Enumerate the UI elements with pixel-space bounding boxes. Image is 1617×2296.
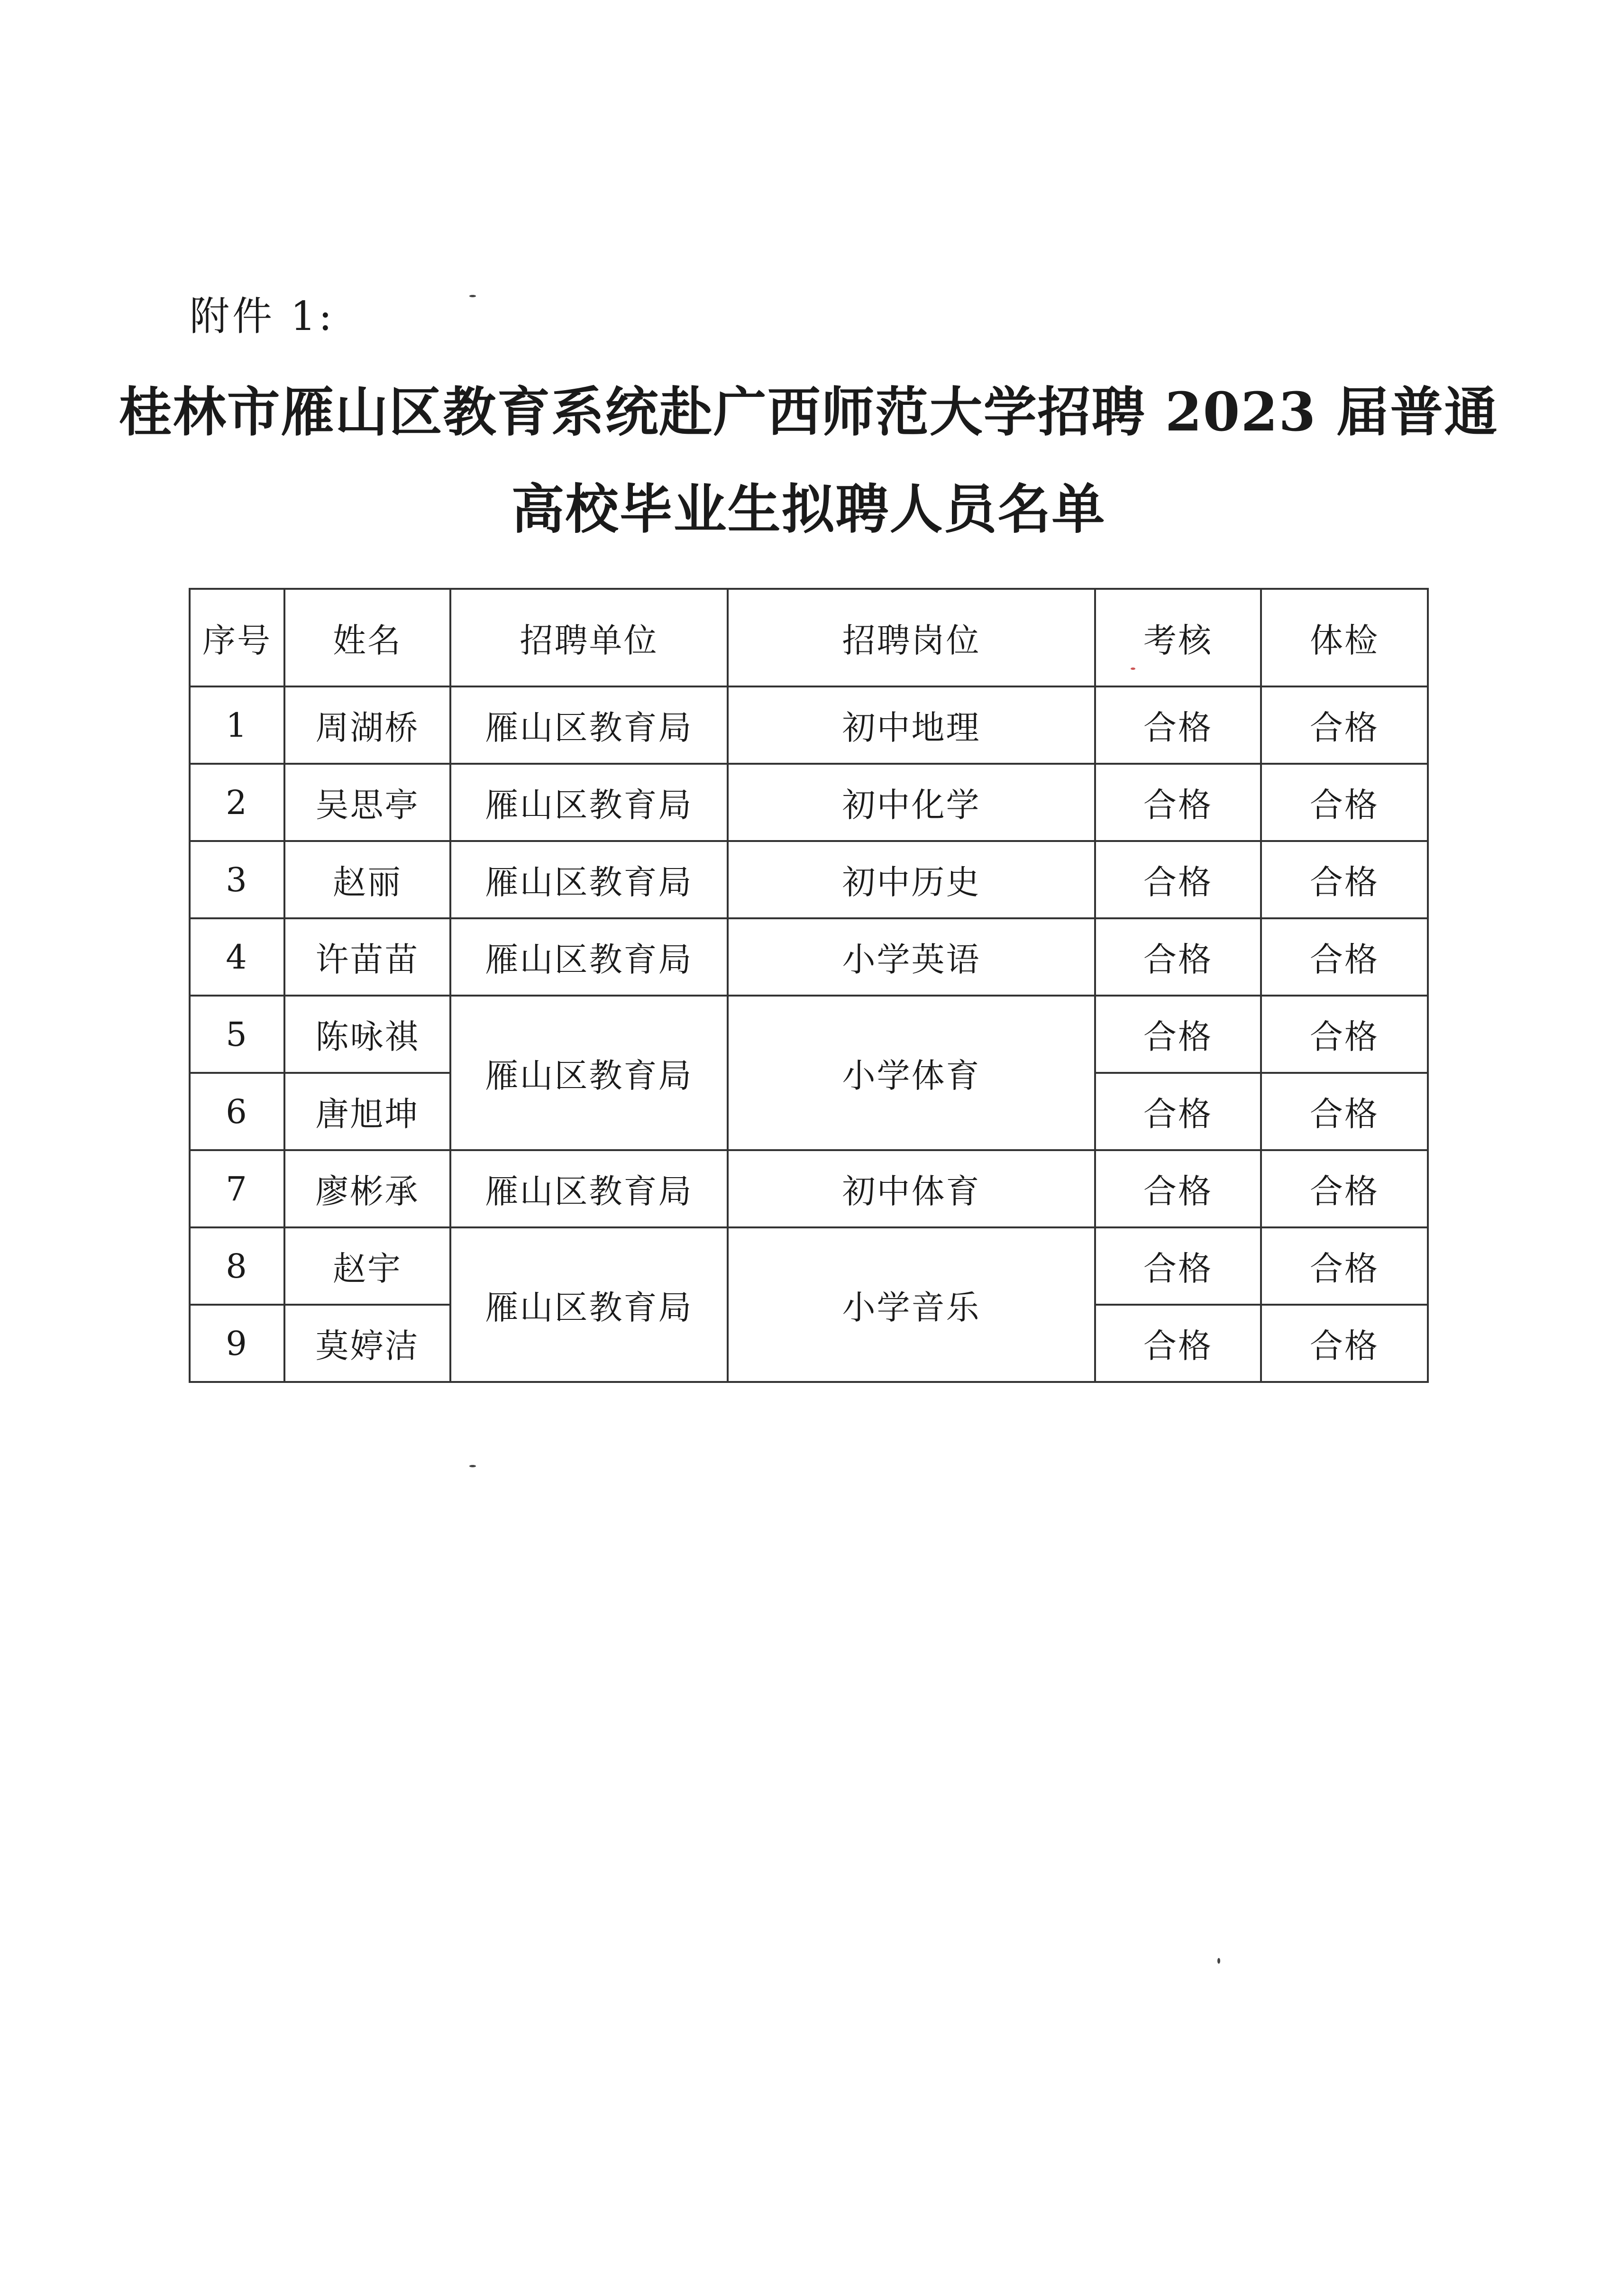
cell-assessment: 合格 xyxy=(1095,1305,1261,1382)
cell-serial-number: 6 xyxy=(190,1073,284,1150)
header-hiring-unit: 招聘单位 xyxy=(450,589,728,686)
cell-hiring-post: 初中化学 xyxy=(728,764,1095,841)
cell-medical-check: 合格 xyxy=(1261,841,1428,918)
cell-name: 许苗苗 xyxy=(284,918,450,996)
cell-medical-check: 合格 xyxy=(1261,1227,1428,1305)
cell-hiring-unit: 雁山区教育局 xyxy=(450,686,728,764)
cell-medical-check: 合格 xyxy=(1261,1150,1428,1227)
cell-medical-check: 合格 xyxy=(1261,1073,1428,1150)
cell-hiring-post: 初中历史 xyxy=(728,841,1095,918)
cell-hiring-unit: 雁山区教育局 xyxy=(450,918,728,996)
cell-name: 唐旭坤 xyxy=(284,1073,450,1150)
cell-medical-check: 合格 xyxy=(1261,1305,1428,1382)
header-serial-number: 序号 xyxy=(190,589,284,686)
cell-serial-number: 3 xyxy=(190,841,284,918)
cell-serial-number: 7 xyxy=(190,1150,284,1227)
cell-medical-check: 合格 xyxy=(1261,996,1428,1073)
header-assessment: 考核 xyxy=(1095,589,1261,686)
cell-serial-number: 5 xyxy=(190,996,284,1073)
cell-medical-check: 合格 xyxy=(1261,686,1428,764)
cell-hiring-unit: 雁山区教育局 xyxy=(450,1150,728,1227)
cell-hiring-post: 初中地理 xyxy=(728,686,1095,764)
cell-assessment: 合格 xyxy=(1095,918,1261,996)
cell-name: 吴思亭 xyxy=(284,764,450,841)
cell-name: 赵宇 xyxy=(284,1227,450,1305)
cell-assessment: 合格 xyxy=(1095,1227,1261,1305)
cell-hiring-unit: 雁山区教育局 xyxy=(450,996,728,1150)
cell-serial-number: 4 xyxy=(190,918,284,996)
table-row xyxy=(190,1150,1428,1227)
cell-hiring-unit: 雁山区教育局 xyxy=(450,764,728,841)
table-row xyxy=(190,1227,1428,1305)
cell-medical-check: 合格 xyxy=(1261,764,1428,841)
cell-name: 莫婷洁 xyxy=(284,1305,450,1382)
cell-hiring-post: 小学英语 xyxy=(728,918,1095,996)
header-name: 姓名 xyxy=(284,589,450,686)
cell-assessment: 合格 xyxy=(1095,764,1261,841)
cell-hiring-unit: 雁山区教育局 xyxy=(450,841,728,918)
table-row xyxy=(190,764,1428,841)
table-row xyxy=(190,996,1428,1073)
table-row xyxy=(190,686,1428,764)
cell-hiring-post: 初中体育 xyxy=(728,1150,1095,1227)
table-header-row xyxy=(190,589,1428,686)
cell-hiring-post: 小学体育 xyxy=(728,996,1095,1150)
cell-medical-check: 合格 xyxy=(1261,918,1428,996)
cell-assessment: 合格 xyxy=(1095,841,1261,918)
scan-speck xyxy=(1131,668,1135,670)
table-row xyxy=(190,918,1428,996)
cell-name: 陈咏祺 xyxy=(284,996,450,1073)
cell-serial-number: 8 xyxy=(190,1227,284,1305)
cell-hiring-unit: 雁山区教育局 xyxy=(450,1227,728,1382)
cell-name: 赵丽 xyxy=(284,841,450,918)
scan-speck xyxy=(1217,1958,1220,1964)
cell-assessment: 合格 xyxy=(1095,1150,1261,1227)
cell-assessment: 合格 xyxy=(1095,1073,1261,1150)
scan-speck xyxy=(469,295,476,297)
cell-hiring-post: 小学音乐 xyxy=(728,1227,1095,1382)
cell-serial-number: 2 xyxy=(190,764,284,841)
document-title-line-1: 桂林市雁山区教育系统赴广西师范大学招聘 2023 届普通 xyxy=(119,381,1498,443)
attachment-label: 附件 1: xyxy=(190,293,335,339)
cell-assessment: 合格 xyxy=(1095,996,1261,1073)
hiring-roster-table xyxy=(189,588,1429,1383)
header-hiring-post: 招聘岗位 xyxy=(728,589,1095,686)
scan-speck xyxy=(469,1465,476,1467)
cell-serial-number: 1 xyxy=(190,686,284,764)
header-medical-check: 体检 xyxy=(1261,589,1428,686)
table-row xyxy=(190,841,1428,918)
cell-serial-number: 9 xyxy=(190,1305,284,1382)
cell-name: 周湖桥 xyxy=(284,686,450,764)
document-title-line-2: 高校毕业生拟聘人员名单 xyxy=(511,478,1106,540)
cell-name: 廖彬承 xyxy=(284,1150,450,1227)
cell-assessment: 合格 xyxy=(1095,686,1261,764)
